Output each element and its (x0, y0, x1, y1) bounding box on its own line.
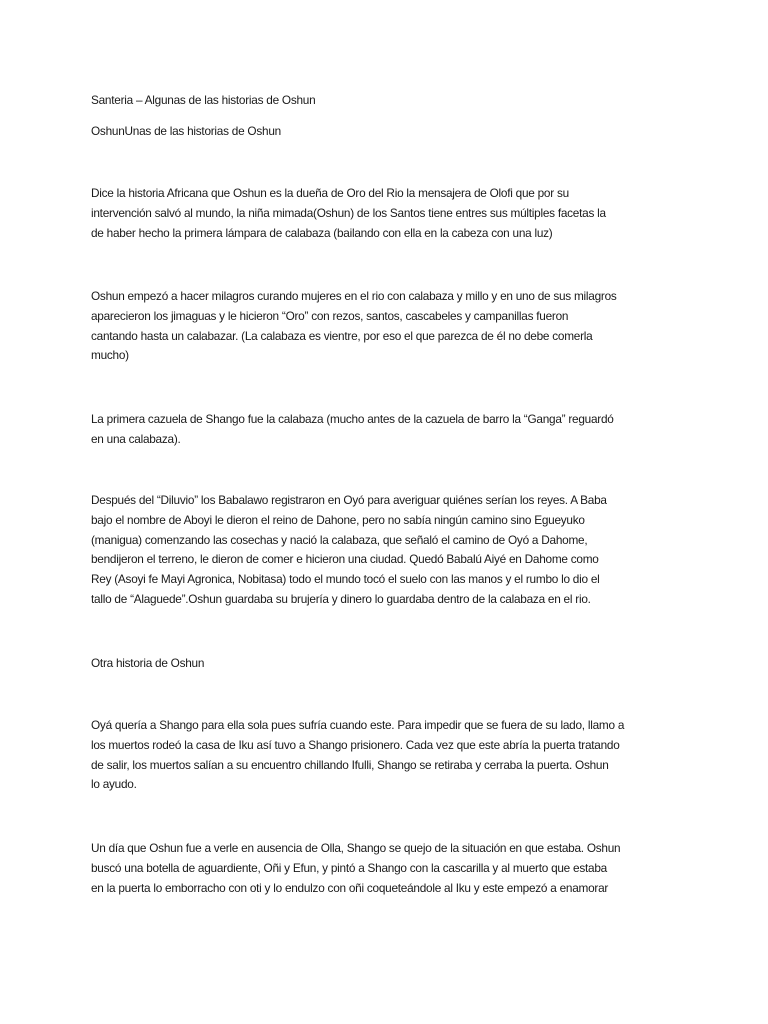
document-subtitle: OshunUnas de las historias de Oshun (91, 124, 281, 138)
paragraph-line: cantando hasta un calabazar. (La calabaza es vientre, por eso el que parezca de él no debe comerla (91, 329, 593, 343)
paragraph-line: de haber hecho la primera lámpara de calabaza (bailando con ella en la cabeza con una luz) (91, 226, 553, 240)
paragraph-line: los muertos rodeó la casa de Iku así tuvo a Shango prisionero. Cada vez que este abría la puerta tratando (91, 738, 620, 752)
paragraph-line: bajo el nombre de Aboyi le dieron el reino de Dahone, pero no sabía ningún camino sino Egueyuko (91, 513, 585, 527)
paragraph-line: de salir, los muertos salían a su encuentro chillando Ifulli, Shango se retiraba y cerraba la puerta. Oshun (91, 758, 609, 772)
paragraph-line: lo ayudo. (91, 777, 137, 791)
paragraph-line: intervención salvó al mundo, la niña mimada(Oshun) de los Santos tiene entres sus múltiples facetas la (91, 206, 606, 220)
paragraph-line: La primera cazuela de Shango fue la calabaza (mucho antes de la cazuela de barro la “Ganga” reguardó (91, 412, 614, 426)
paragraph-line: (manigua) comenzando las cosechas y nació la calabaza, que señaló el camino de Oyó a Dahome, (91, 533, 588, 547)
paragraph-line: Un día que Oshun fue a verle en ausencia de Olla, Shango se quejo de la situación en que estaba. Oshun (91, 841, 621, 855)
paragraph-line: tallo de “Alaguede”.Oshun guardaba su brujería y dinero lo guardaba dentro de la calabaza en el rio. (91, 592, 591, 606)
paragraph-line: Oyá quería a Shango para ella sola pues sufría cuando este. Para impedir que se fuera de su lado, llamo a (91, 718, 625, 732)
paragraph-line: Rey (Asoyi fe Mayi Agronica, Nobitasa) todo el mundo tocó el suelo con las manos y el rumbo lo dio el (91, 572, 600, 586)
paragraph-line: Después del “Diluvio” los Babalawo registraron en Oyó para averiguar quiénes serían los reyes. A Baba (91, 493, 607, 507)
document-title: Santeria – Algunas de las historias de Oshun (91, 93, 316, 107)
paragraph-line: mucho) (91, 348, 129, 362)
paragraph-line: Dice la historia Africana que Oshun es la dueña de Oro del Rio la mensajera de Olofi que por su (91, 186, 569, 200)
section-heading: Otra historia de Oshun (91, 656, 205, 670)
paragraph-line: Oshun empezó a hacer milagros curando mujeres en el rio con calabaza y millo y en uno de sus milagros (91, 289, 617, 303)
paragraph-line: buscó una botella de aguardiente, Oñi y Efun, y pintó a Shango con la cascarilla y al muerto que estaba (91, 861, 607, 875)
paragraph-line: en una calabaza). (91, 432, 181, 446)
paragraph-line: aparecieron los jimaguas y le hicieron “Oro” con rezos, santos, cascabeles y campanillas fueron (91, 309, 569, 323)
paragraph-line: en la puerta lo emborracho con oti y lo endulzo con oñi coqueteándole al Iku y este empezó a enamorar (91, 881, 609, 895)
paragraph-line: bendijeron el terreno, le dieron de comer e hicieron una ciudad. Quedó Babalú Aiyé en Dahome como (91, 552, 599, 566)
